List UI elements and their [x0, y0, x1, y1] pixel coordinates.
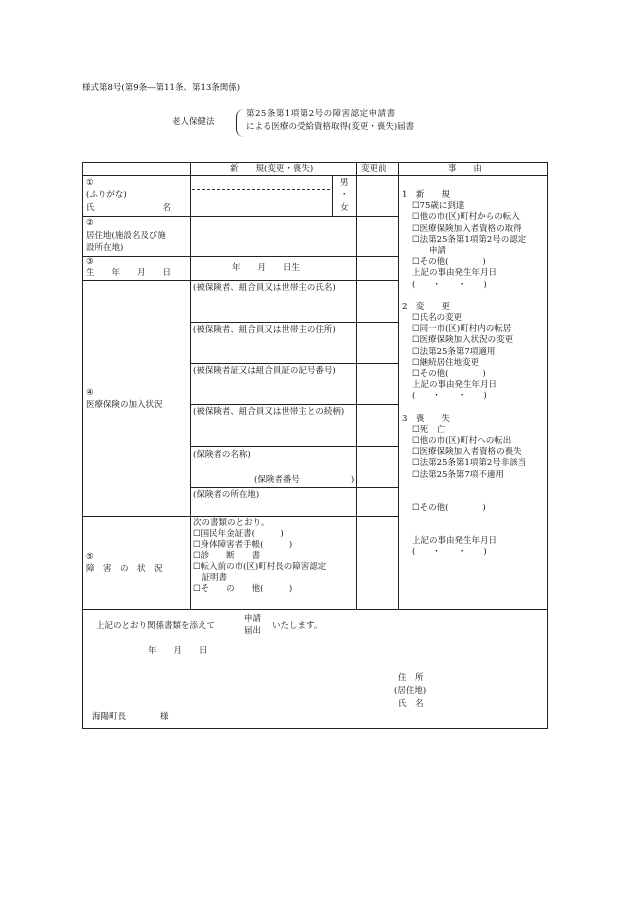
addressee: 海陽町長 様 [92, 712, 169, 722]
doc-line: 証明書 [193, 573, 228, 583]
reason-heading: 2 変 更 [402, 301, 450, 312]
col-before-header: 変更前 [361, 164, 387, 174]
insurance-row[interactable]: (保険者の所在地) [193, 490, 260, 500]
birth-number: ③ [86, 257, 94, 267]
address-label-2: 設所在地) [86, 243, 124, 253]
spacer [402, 492, 526, 503]
reason-date[interactable]: ( ・ ・ ) [412, 547, 487, 558]
reason-item[interactable]: ☐その他( ) [412, 257, 486, 268]
address-input[interactable] [192, 218, 354, 254]
reason-item[interactable]: ☐継続居住地変更 [412, 357, 480, 368]
reason-item[interactable]: ☐同一市(区)町村内の転居 [412, 324, 512, 335]
reason-date[interactable]: ( ・ ・ ) [412, 279, 487, 290]
insurance-row[interactable]: (被保険者、組合員又は世帯主の住所) [193, 325, 336, 335]
doc-line[interactable]: ☐診 断 書 [193, 551, 261, 561]
reason-item[interactable]: ☐75歳に到達 [412, 201, 465, 212]
furigana-label: (ふりがな) [86, 190, 127, 200]
reason-item[interactable]: ☐死 亡 [412, 424, 446, 435]
form-number: 様式第8号(第9条―第11条、第13条関係) [82, 83, 241, 93]
sex-male[interactable]: 男 [340, 178, 349, 188]
insurance-row[interactable]: (被保険者証又は組合員証の記号番号) [193, 366, 336, 376]
reason-item[interactable]: ☐他の市(区)町村への転出 [412, 436, 512, 447]
law-name: 老人保健法 [172, 117, 215, 127]
spacer [402, 481, 526, 492]
applicant-name-label: 氏 名 [398, 699, 424, 709]
title-line-2: による医療の受給資格取得(変更・喪失)届書 [246, 122, 415, 132]
insurance-row[interactable]: (被保険者、組合員又は世帯主との続柄) [193, 407, 345, 417]
reason-heading: 1 新 規 [402, 190, 450, 200]
sex-female[interactable]: 女 [340, 203, 349, 213]
option-apply[interactable]: 申請 [244, 614, 262, 624]
reason-item[interactable]: ☐医療保険加入者資格の喪失 [412, 447, 522, 458]
reason-date-label: 上記の事由発生年月日 [412, 380, 498, 391]
doc-line[interactable]: ☐転入前の市(区)町村長の障害認定 [193, 562, 327, 572]
reason-item[interactable]: ☐その他( ) [412, 369, 486, 380]
disability-docs [193, 518, 326, 595]
doc-line[interactable]: ☐身体障害者手帳( ) [193, 540, 293, 550]
reasons-list [402, 190, 526, 558]
reason-item[interactable]: ☐その他( ) [412, 502, 486, 513]
applicant-address-sub: (居住地) [394, 686, 427, 696]
birth-label: 生 年 月 日 [86, 268, 172, 278]
disability-number: ⑤ [86, 552, 94, 562]
disability-label: 障 害 の 状 況 [86, 564, 163, 574]
reason-item[interactable]: ☐法第25条第7項適用 [412, 346, 496, 357]
reason-item[interactable]: ☐医療保険加入者資格の取得 [412, 223, 522, 234]
reason-item[interactable]: ☐氏名の変更 [412, 313, 463, 324]
furigana-input[interactable] [192, 177, 330, 188]
title-line-1: 第25条第1項第2号の障害認定申請書 [246, 109, 396, 119]
insurance-number: ④ [86, 388, 94, 398]
doc-line: 次の書類のとおり。 [193, 518, 270, 528]
reason-item[interactable]: ☐法第25条第1項第2号非該当 [412, 458, 527, 469]
doc-line[interactable]: ☐そ の 他( ) [193, 584, 293, 594]
applicant-address-label: 住 所 [398, 673, 424, 683]
insurer-number[interactable]: (保険者番号 ) [254, 475, 355, 485]
reason-date[interactable]: ( ・ ・ ) [412, 391, 487, 402]
col-reason-header: 事 由 [448, 164, 483, 174]
sex-dot: ・ [340, 190, 349, 200]
birth-value[interactable]: 年 月 日生 [232, 263, 301, 273]
reason-date-label: 上記の事由発生年月日 [412, 536, 498, 547]
reason-date-label: 上記の事由発生年月日 [412, 268, 498, 279]
name-input[interactable] [192, 191, 330, 215]
option-notify[interactable]: 届出 [244, 626, 262, 636]
insurance-row[interactable]: (保険者の名称) [193, 450, 251, 460]
spacer [402, 514, 526, 525]
address-label-1: 居住地(施設名及び施 [86, 231, 166, 241]
reason-item[interactable]: ☐他の市(区)町村からの転入 [412, 212, 520, 223]
insurance-label: 医療保険の加入状況 [86, 400, 163, 410]
reason-item[interactable]: ☐法第25条第1項第2号の認定 [412, 234, 527, 245]
furigana-divider [192, 189, 330, 190]
col-new-header: 新 規(変更・喪失) [230, 164, 314, 174]
statement-suffix: いたします。 [272, 621, 323, 631]
reason-heading: 3 喪 失 [402, 413, 450, 424]
reason-item[interactable]: ☐医療保険加入状況の変更 [412, 335, 514, 346]
name-number: ① [86, 178, 94, 188]
insurance-row[interactable]: (被保険者、組合員又は世帯主の氏名) [193, 283, 336, 293]
spacer [402, 525, 526, 536]
statement-text: 上記のとおり関係書類を添えて [96, 621, 216, 631]
reason-item: 申請 [412, 246, 447, 257]
reason-item[interactable]: ☐法第25条第7項不適用 [412, 469, 504, 480]
doc-line[interactable]: ☐国民年金証書( ) [193, 529, 284, 539]
spacer [402, 291, 526, 302]
address-number: ② [86, 218, 94, 228]
spacer [402, 403, 526, 414]
name-label: 氏 名 [86, 203, 172, 213]
submission-date[interactable]: 年 月 日 [148, 646, 208, 656]
